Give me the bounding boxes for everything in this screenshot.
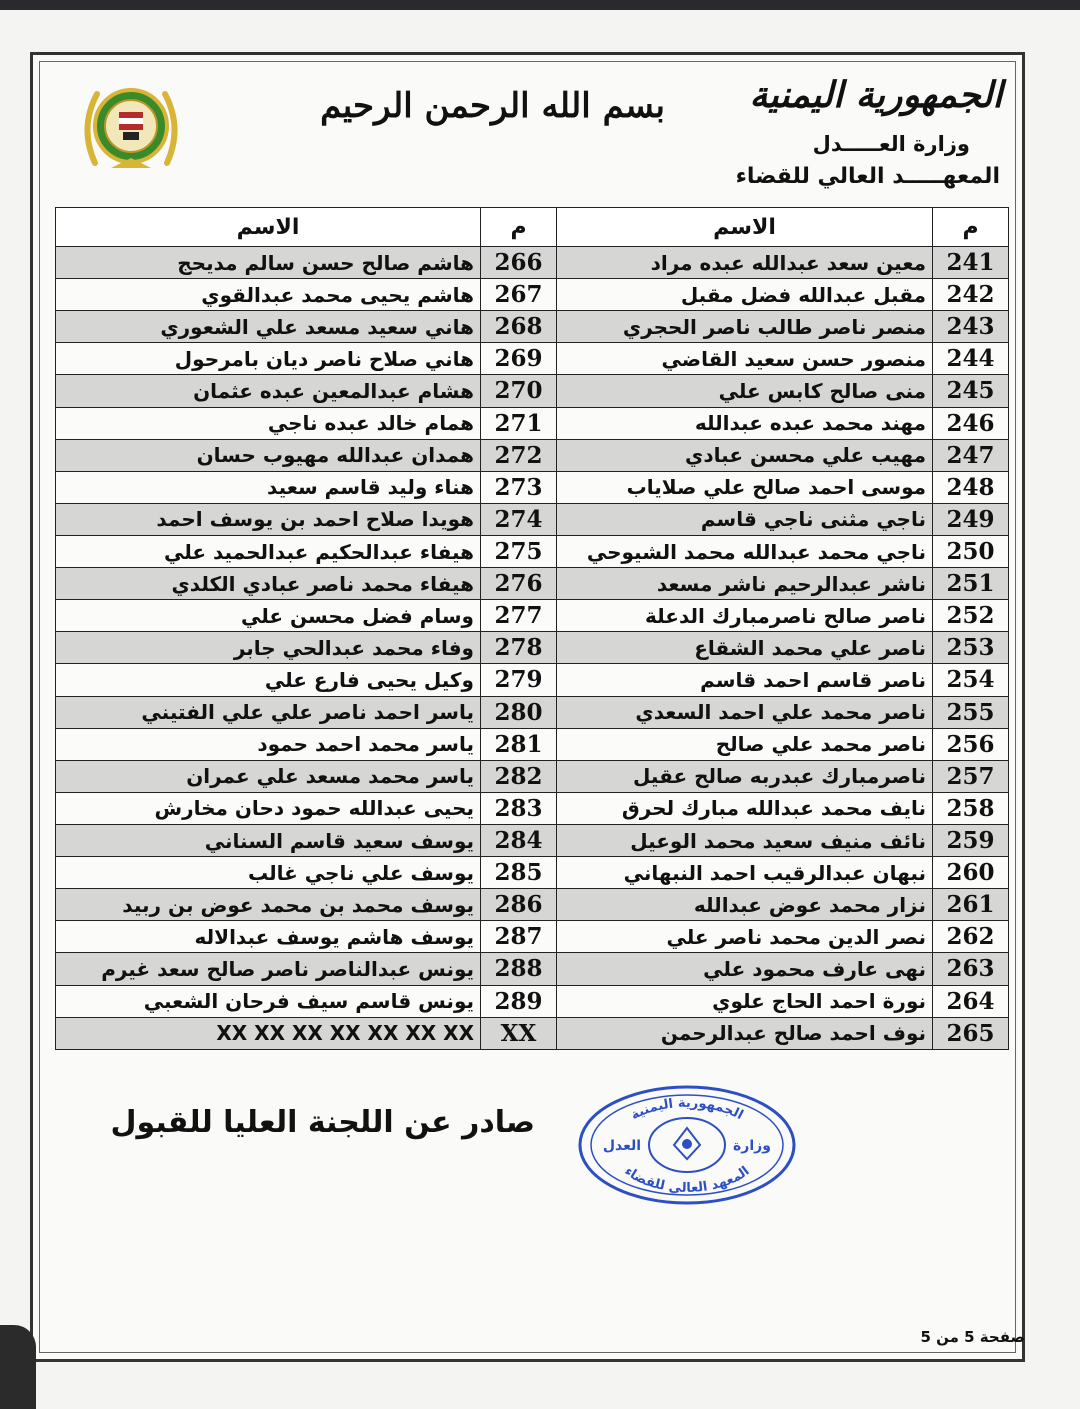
row-number: 257 bbox=[933, 760, 1009, 792]
row-name: نزار محمد عوض عبدالله bbox=[557, 889, 933, 921]
table-row bbox=[56, 792, 1009, 824]
table-row bbox=[56, 535, 1009, 567]
table-row bbox=[56, 889, 1009, 921]
row-name: هاشم صالح حسن سالم مديحج bbox=[56, 247, 481, 279]
corner-overlay bbox=[0, 1325, 36, 1409]
row-name: نهى عارف محمود علي bbox=[557, 953, 933, 985]
row-name: ناصر محمد علي صالح bbox=[557, 728, 933, 760]
row-name: همام خالد عبده ناجي bbox=[56, 407, 481, 439]
row-number: 244 bbox=[933, 343, 1009, 375]
table-row bbox=[56, 600, 1009, 632]
issued-by-text: صادر عن اللجنة العليا للقبول bbox=[110, 1105, 535, 1140]
row-name: همدان عبدالله مهيوب حسان bbox=[56, 439, 481, 471]
row-number: 253 bbox=[933, 632, 1009, 664]
row-number: 276 bbox=[481, 568, 557, 600]
row-name: ناشر عبدالرحيم ناشر مسعد bbox=[557, 568, 933, 600]
row-number: 241 bbox=[933, 247, 1009, 279]
table-row bbox=[56, 632, 1009, 664]
table-row bbox=[56, 471, 1009, 503]
table-header-row bbox=[56, 208, 1009, 247]
row-name: منى صالح كابس علي bbox=[557, 375, 933, 407]
row-name: ياسر محمد مسعد علي عمران bbox=[56, 760, 481, 792]
row-name: هاني سعيد مسعد علي الشعوري bbox=[56, 311, 481, 343]
row-number: 261 bbox=[933, 889, 1009, 921]
row-name: يونس قاسم سيف فرحان الشعبي bbox=[56, 985, 481, 1017]
row-number: 265 bbox=[933, 1017, 1009, 1049]
row-number: 286 bbox=[481, 889, 557, 921]
row-number: 277 bbox=[481, 600, 557, 632]
row-name: منصور حسن سعيد القاضي bbox=[557, 343, 933, 375]
row-number: 273 bbox=[481, 471, 557, 503]
row-number: 254 bbox=[933, 664, 1009, 696]
row-number: 256 bbox=[933, 728, 1009, 760]
table-row bbox=[56, 343, 1009, 375]
row-number: 260 bbox=[933, 857, 1009, 889]
col-name-header: الاسم bbox=[56, 208, 481, 247]
row-name: هناء وليد قاسم سعيد bbox=[56, 471, 481, 503]
col-number-header: م bbox=[933, 208, 1009, 247]
row-number: 280 bbox=[481, 696, 557, 728]
institute-name: المعهـــــد العالي للقضاء bbox=[735, 164, 1000, 189]
row-name: هيفاء محمد ناصر عبادي الكلدي bbox=[56, 568, 481, 600]
row-number: 263 bbox=[933, 953, 1009, 985]
row-name: ياسر احمد ناصر علي علي الفتيني bbox=[56, 696, 481, 728]
row-number: 270 bbox=[481, 375, 557, 407]
row-name: يوسف علي ناجي غالب bbox=[56, 857, 481, 889]
row-name: يوسف سعيد قاسم السناني bbox=[56, 824, 481, 856]
row-number: 289 bbox=[481, 985, 557, 1017]
row-name: ناصرمبارك عبدربه صالح عقيل bbox=[557, 760, 933, 792]
row-number: 272 bbox=[481, 439, 557, 471]
row-number: 250 bbox=[933, 535, 1009, 567]
table-row bbox=[56, 696, 1009, 728]
row-number: 267 bbox=[481, 279, 557, 311]
row-number: 248 bbox=[933, 471, 1009, 503]
row-name: هاني صلاح ناصر ديان بامرحول bbox=[56, 343, 481, 375]
row-number: 242 bbox=[933, 279, 1009, 311]
row-name: نورة احمد الحاج علوي bbox=[557, 985, 933, 1017]
row-name: هيفاء عبدالحكيم عبدالحميد علي bbox=[56, 535, 481, 567]
row-name: نبهان عبدالرقيب احمد النبهاني bbox=[557, 857, 933, 889]
stamp-top-text: الجمهورية اليمنية bbox=[628, 1095, 746, 1124]
row-name: نائف منيف سعيد محمد الوعيل bbox=[557, 824, 933, 856]
row-name: نصر الدين محمد ناصر علي bbox=[557, 921, 933, 953]
svg-text:المعهد العالي للقضاء bbox=[622, 1164, 753, 1196]
row-number: 258 bbox=[933, 792, 1009, 824]
row-number: 275 bbox=[481, 535, 557, 567]
row-name: هشام عبدالمعين عبده عثمان bbox=[56, 375, 481, 407]
row-name: ناجي محمد عبدالله محمد الشيوحي bbox=[557, 535, 933, 567]
table-row bbox=[56, 439, 1009, 471]
row-name: يوسف هاشم يوسف عبدالاله bbox=[56, 921, 481, 953]
admission-roster-table bbox=[55, 207, 1009, 1050]
official-stamp-icon bbox=[576, 1083, 798, 1208]
row-number: 281 bbox=[481, 728, 557, 760]
table-row bbox=[56, 407, 1009, 439]
col-number-header: م bbox=[481, 208, 557, 247]
row-number: 288 bbox=[481, 953, 557, 985]
row-name: معين سعد عبدالله عبده مراد bbox=[557, 247, 933, 279]
row-name: منصر ناصر طالب ناصر الحجري bbox=[557, 311, 933, 343]
row-number: 283 bbox=[481, 792, 557, 824]
row-name: XX XX XX XX XX XX XX bbox=[56, 1017, 481, 1049]
row-name: وسام فضل محسن علي bbox=[56, 600, 481, 632]
row-number: 271 bbox=[481, 407, 557, 439]
ministry-name: وزارة العـــــدل bbox=[812, 132, 970, 156]
row-number: 274 bbox=[481, 503, 557, 535]
row-number: 262 bbox=[933, 921, 1009, 953]
table-row bbox=[56, 279, 1009, 311]
row-name: ناصر صالح ناصرمبارك الدعلة bbox=[557, 600, 933, 632]
row-name: وكيل يحيى فارع علي bbox=[56, 664, 481, 696]
row-name: يوسف محمد بن محمد عوض بن ربيد bbox=[56, 889, 481, 921]
row-number: 279 bbox=[481, 664, 557, 696]
row-number: 285 bbox=[481, 857, 557, 889]
row-name: هاشم يحيى محمد عبدالقوي bbox=[56, 279, 481, 311]
row-number: 243 bbox=[933, 311, 1009, 343]
row-name: هويدا صلاح احمد بن يوسف احمد bbox=[56, 503, 481, 535]
row-name: نوف احمد صالح عبدالرحمن bbox=[557, 1017, 933, 1049]
row-number: 268 bbox=[481, 311, 557, 343]
row-name: ناصر قاسم احمد قاسم bbox=[557, 664, 933, 696]
table-row bbox=[56, 503, 1009, 535]
row-number: XX bbox=[481, 1017, 557, 1049]
row-name: ناصر محمد علي احمد السعدي bbox=[557, 696, 933, 728]
row-number: 247 bbox=[933, 439, 1009, 471]
table-row bbox=[56, 728, 1009, 760]
row-name: ناجي مثنى ناجي قاسم bbox=[557, 503, 933, 535]
table-row bbox=[56, 824, 1009, 856]
page-number: صفحة 5 من 5 bbox=[920, 1328, 1025, 1346]
row-number: 259 bbox=[933, 824, 1009, 856]
table-row bbox=[56, 247, 1009, 279]
row-number: 278 bbox=[481, 632, 557, 664]
basmala-heading: بسم الله الرحمن الرحيم bbox=[320, 86, 665, 126]
stamp-left-text: العدل bbox=[602, 1138, 642, 1154]
row-number: 251 bbox=[933, 568, 1009, 600]
table-row bbox=[56, 311, 1009, 343]
table-row bbox=[56, 857, 1009, 889]
row-number: 245 bbox=[933, 375, 1009, 407]
institute-emblem-icon bbox=[75, 78, 187, 178]
row-name: موسى احمد صالح علي صلاياب bbox=[557, 471, 933, 503]
row-number: 252 bbox=[933, 600, 1009, 632]
table-row bbox=[56, 1017, 1009, 1049]
row-name: نايف محمد عبدالله مبارك لحرق bbox=[557, 792, 933, 824]
row-number: 264 bbox=[933, 985, 1009, 1017]
row-number: 255 bbox=[933, 696, 1009, 728]
stamp-right-text: وزارة bbox=[733, 1138, 771, 1154]
table-row bbox=[56, 985, 1009, 1017]
row-name: ياسر محمد احمد حمود bbox=[56, 728, 481, 760]
row-number: 249 bbox=[933, 503, 1009, 535]
col-name-header: الاسم bbox=[557, 208, 933, 247]
table-row bbox=[56, 568, 1009, 600]
row-number: 287 bbox=[481, 921, 557, 953]
row-name: مهيب علي محسن عبادي bbox=[557, 439, 933, 471]
top-status-bar bbox=[0, 0, 1080, 10]
row-name: مهند محمد عبده عبدالله bbox=[557, 407, 933, 439]
row-number: 284 bbox=[481, 824, 557, 856]
table-row bbox=[56, 953, 1009, 985]
row-number: 282 bbox=[481, 760, 557, 792]
row-name: يحيى عبدالله حمود دحان مخارش bbox=[56, 792, 481, 824]
row-name: يونس عبدالناصر ناصر صالح سعد غيرم bbox=[56, 953, 481, 985]
stamp-bottom-text: المعهد العالي للقضاء bbox=[621, 1163, 753, 1196]
row-number: 246 bbox=[933, 407, 1009, 439]
table-row bbox=[56, 760, 1009, 792]
row-name: ناصر علي محمد الشقاع bbox=[557, 632, 933, 664]
table-row bbox=[56, 375, 1009, 407]
row-name: مقبل عبدالله فضل مقبل bbox=[557, 279, 933, 311]
row-number: 266 bbox=[481, 247, 557, 279]
country-title: الجمهورية اليمنية bbox=[749, 74, 1003, 116]
table-row bbox=[56, 664, 1009, 696]
row-number: 269 bbox=[481, 343, 557, 375]
table-row bbox=[56, 921, 1009, 953]
row-name: وفاء محمد عبدالحي جابر bbox=[56, 632, 481, 664]
